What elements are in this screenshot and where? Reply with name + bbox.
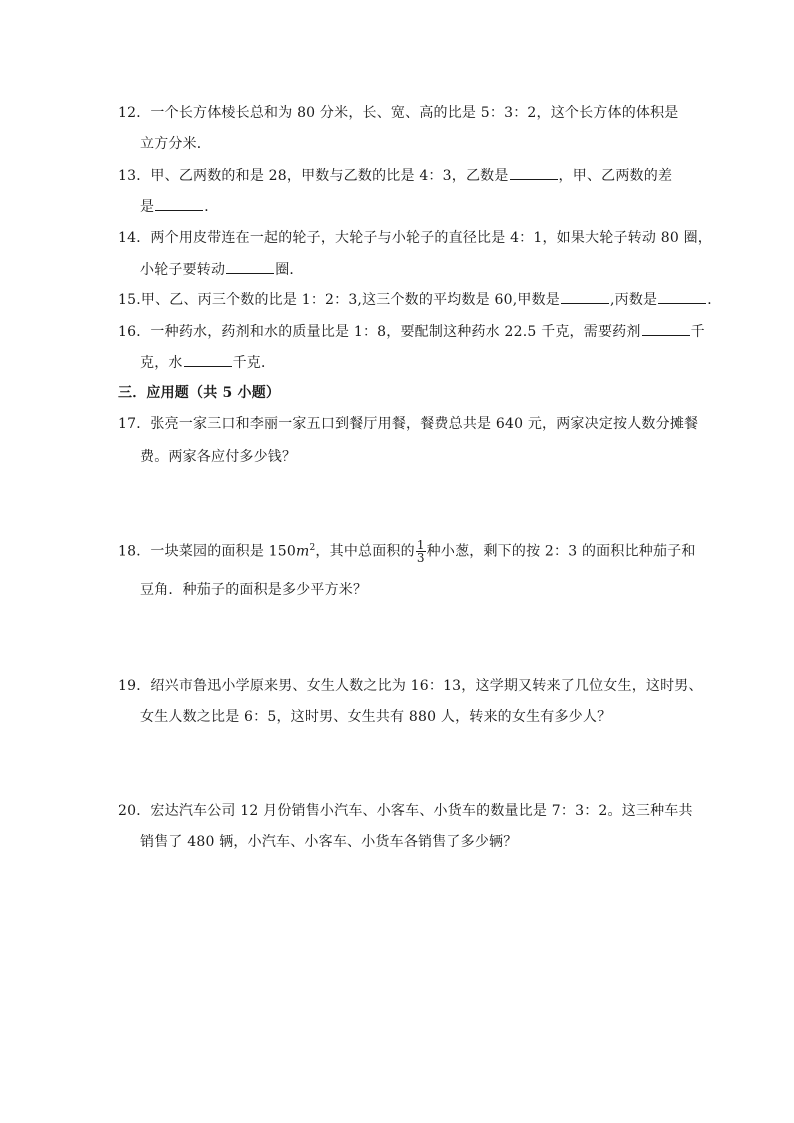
question-20-text: 20．宏达汽车公司 12 月份销售小汽车、小客车、小货车的数量比是 7：3：2。这三种车共 [118, 803, 693, 819]
section-title-text: 三．应用题（共 5 小题） [118, 385, 281, 401]
question-17-text-b: 费。两家各应付多少钱？ [140, 449, 297, 465]
fraction-denominator: 3 [416, 551, 425, 566]
answer-blank[interactable] [510, 165, 558, 180]
question-15-line-1 [118, 289, 721, 310]
question-16-text-c: 克，水 [140, 355, 183, 371]
question-12-text: 12．一个长方体棱长总和为 80 分米，长、宽、高的比是 5：3：2，这个长方体的体积是 [118, 105, 679, 121]
section-3-title [118, 383, 280, 403]
answer-blank[interactable] [642, 321, 690, 336]
question-18-text-b: ，其中总面积的 [315, 543, 415, 560]
question-13-text-d: ． [204, 199, 219, 215]
question-14-line-1 [118, 228, 712, 248]
question-18-line-2 [140, 580, 367, 600]
answer-blank[interactable] [184, 352, 232, 367]
answer-blank[interactable] [658, 289, 706, 304]
answer-blank[interactable] [155, 196, 203, 211]
question-12-text-cont: 立方分米． [140, 136, 211, 152]
question-13-text-c: 是 [140, 199, 155, 215]
question-17-line-2 [140, 447, 296, 467]
question-13-line-1 [118, 165, 672, 186]
question-16-text: 16．一种药水，药剂和水的质量比是 1：8，要配制这种药水 22.5 千克，需要药剂 [118, 324, 641, 340]
question-13-text-b: ，甲、乙两数的差 [558, 168, 673, 184]
question-19-line-1 [118, 676, 703, 696]
question-16-line-2 [140, 352, 275, 373]
question-14-text-b: 小轮子要转动 [140, 262, 226, 278]
question-18-text-c: 种小葱，剩下的按 2：3 的面积比种茄子和 [426, 543, 696, 560]
answer-blank[interactable] [226, 259, 274, 274]
fraction-one-third [416, 539, 426, 564]
fraction-numerator: 1 [416, 538, 425, 553]
question-17-text: 17．张亮一家三口和李丽一家五口到餐厅用餐，餐费总共是 640 元，两家决定按人数分摊餐 [118, 416, 699, 432]
question-16-text-d: 千克． [232, 355, 276, 371]
question-13-line-2 [140, 196, 218, 217]
unit-m: m [296, 543, 310, 560]
question-14-text-c: 圈． [275, 262, 304, 278]
question-15-text: 15.甲、乙、丙三个数的比是 1：2：3,这三个数的平均数是 60,甲数是 [118, 292, 560, 308]
question-14-text: 14．两个用皮带连在一起的轮子，大轮子与小轮子的直径比是 4：1，如果大轮子转动 80 圈， [118, 230, 712, 246]
answer-blank[interactable] [561, 289, 609, 304]
question-16-text-b: 千 [690, 324, 705, 340]
question-20-line-2 [140, 832, 517, 852]
question-16-line-1 [118, 321, 705, 342]
question-14-line-2 [140, 259, 304, 280]
question-19-text: 19．绍兴市鲁迅小学原来男、女生人数之比为 16：13，这学期又转来了几位女生，这时男、 [118, 678, 703, 694]
question-19-line-2 [140, 707, 611, 727]
question-18-text: 18．一块菜园的面积是 150 [118, 543, 296, 560]
question-15-text-b: ,丙数是 [610, 292, 658, 308]
question-19-text-b: 女生人数之比是 6：5，这时男、女生共有 880 人，转来的女生有多少人？ [140, 709, 612, 725]
question-20-line-1 [118, 801, 693, 821]
question-13-text: 13．甲、乙两数的和是 28，甲数与乙数的比是 4：3，乙数是 [118, 168, 509, 184]
unit-exponent: 2 [309, 543, 316, 553]
question-18-line-1 [118, 538, 696, 564]
question-17-line-1 [118, 414, 698, 434]
question-12-line-1 [118, 103, 679, 123]
question-12-line-2 [140, 134, 211, 154]
question-18-text-d: 豆角．种茄子的面积是多少平方米？ [140, 582, 368, 598]
question-20-text-b: 销售了 480 辆，小汽车、小客车、小货车各销售了多少辆？ [140, 834, 518, 850]
question-15-text-c: ． [707, 292, 722, 308]
